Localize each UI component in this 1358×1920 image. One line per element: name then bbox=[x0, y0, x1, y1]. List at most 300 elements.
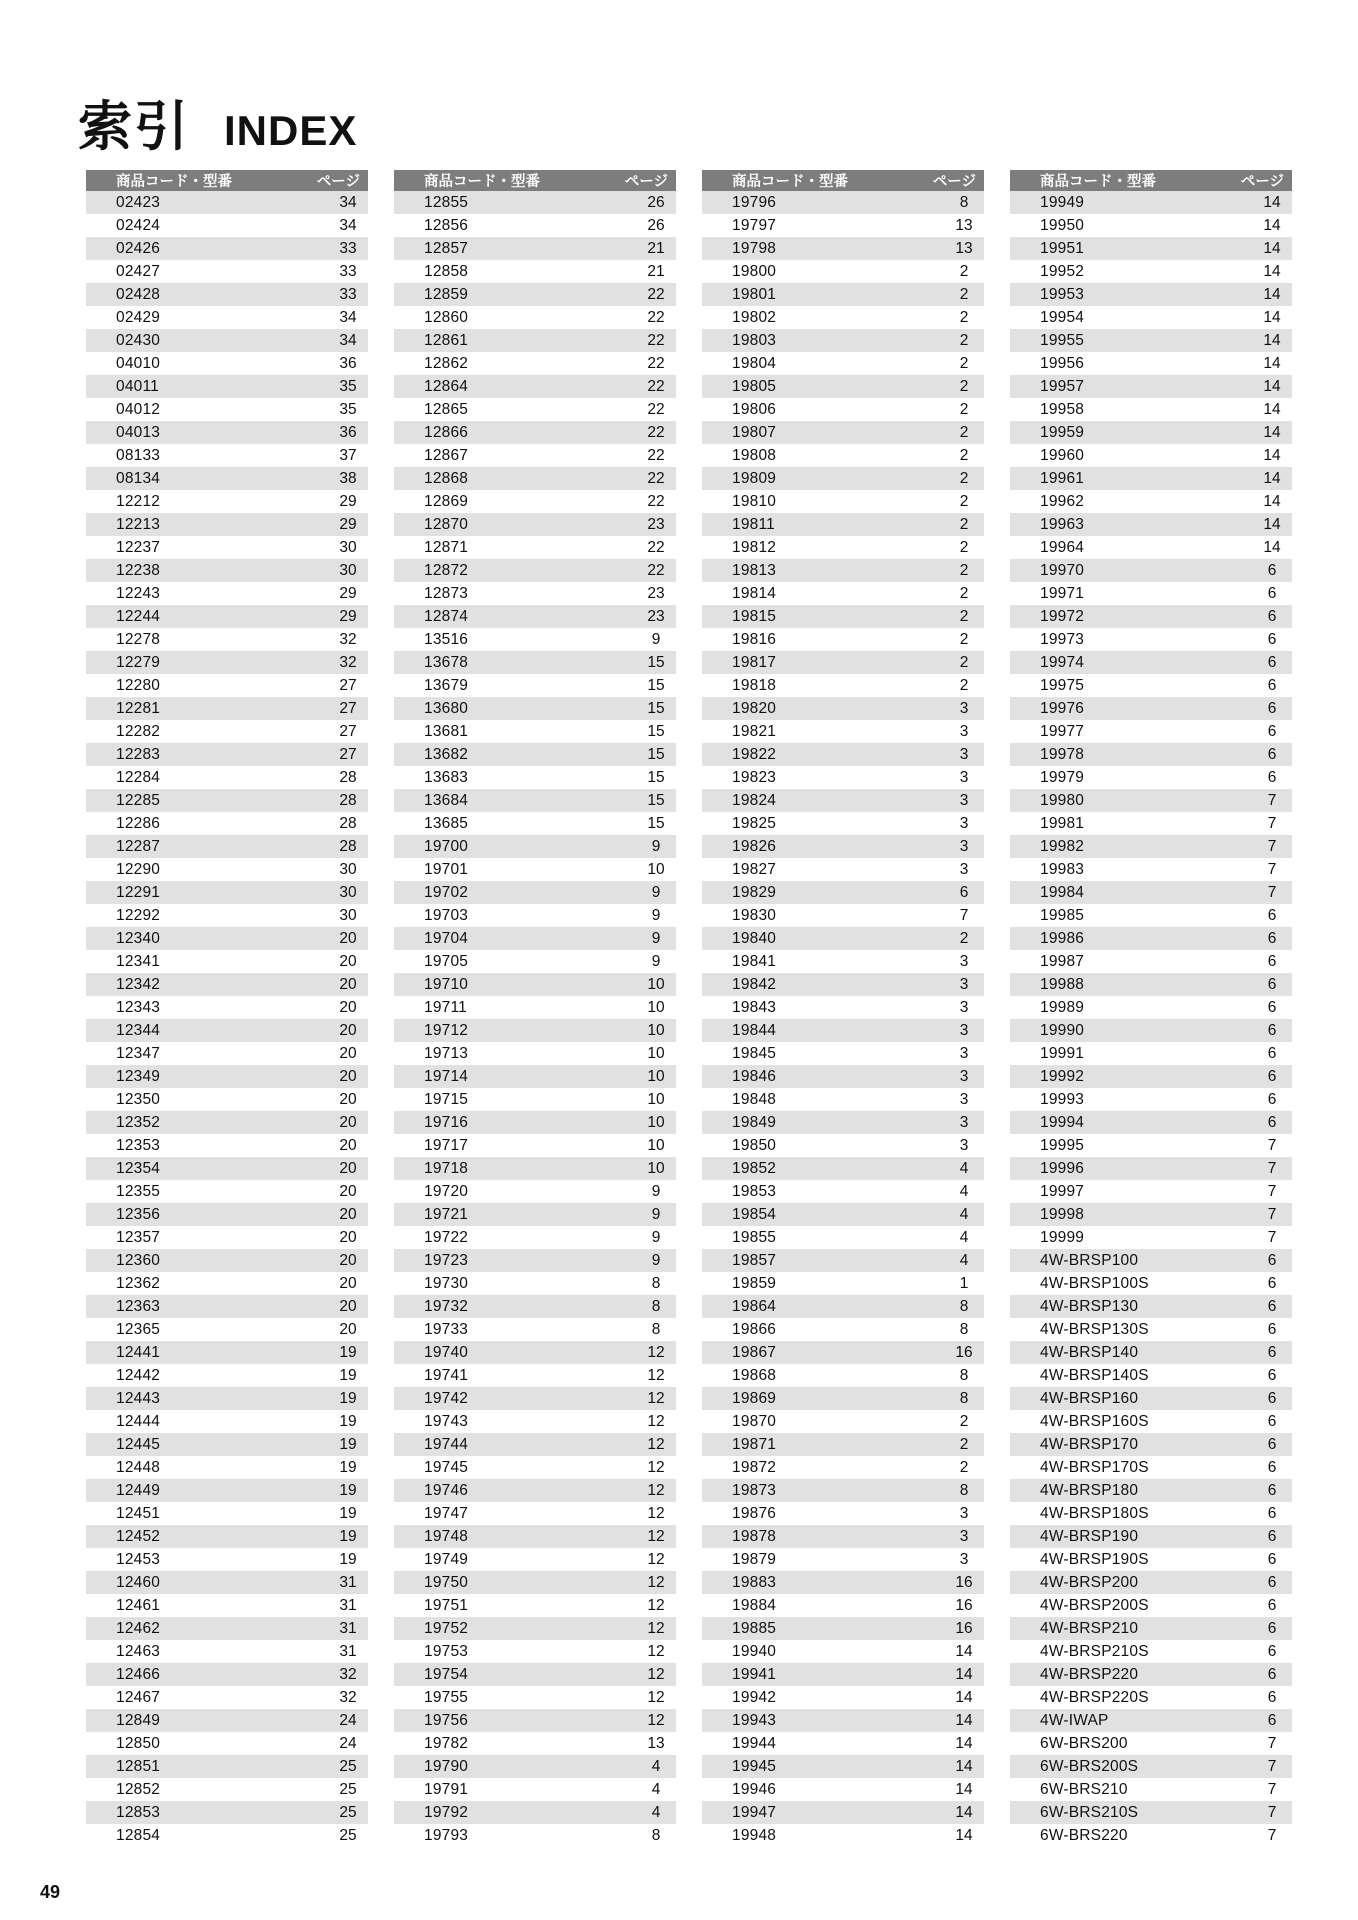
page-reference: 8 bbox=[959, 1366, 969, 1384]
page-reference: 2 bbox=[959, 653, 969, 671]
product-code: 19808 bbox=[732, 446, 777, 464]
table-row bbox=[702, 191, 984, 214]
table-row bbox=[1010, 329, 1292, 352]
product-code: 12460 bbox=[116, 1573, 161, 1591]
table-row bbox=[394, 1640, 676, 1663]
table-row bbox=[394, 1364, 676, 1387]
table-row bbox=[86, 950, 368, 973]
page-reference: 30 bbox=[339, 883, 357, 901]
table-row bbox=[702, 996, 984, 1019]
product-code: 12279 bbox=[116, 653, 161, 671]
table-row bbox=[702, 789, 984, 812]
product-code: 12453 bbox=[116, 1550, 161, 1568]
page-reference: 2 bbox=[959, 285, 969, 303]
product-code: 19857 bbox=[732, 1251, 777, 1269]
table-row bbox=[394, 1525, 676, 1548]
table-row bbox=[1010, 1778, 1292, 1801]
table-row bbox=[86, 1686, 368, 1709]
page-reference: 33 bbox=[339, 285, 357, 303]
page-reference: 2 bbox=[959, 607, 969, 625]
page-reference: 27 bbox=[339, 722, 357, 740]
page-reference: 12 bbox=[647, 1412, 665, 1430]
page-reference: 20 bbox=[339, 1205, 357, 1223]
product-code: 19884 bbox=[732, 1596, 777, 1614]
table-row bbox=[394, 950, 676, 973]
table-row bbox=[86, 1111, 368, 1134]
product-code: 12873 bbox=[424, 584, 469, 602]
product-code: 19797 bbox=[732, 216, 777, 234]
table-row bbox=[86, 329, 368, 352]
page-reference: 14 bbox=[955, 1803, 973, 1821]
table-row bbox=[702, 306, 984, 329]
product-code: 12445 bbox=[116, 1435, 161, 1453]
table-row bbox=[702, 1042, 984, 1065]
page-reference: 12 bbox=[647, 1711, 665, 1729]
page-reference: 31 bbox=[339, 1619, 357, 1637]
page-reference: 21 bbox=[647, 239, 665, 257]
table-row bbox=[702, 720, 984, 743]
table-row bbox=[86, 1617, 368, 1640]
table-row bbox=[86, 191, 368, 214]
product-code: 19801 bbox=[732, 285, 777, 303]
page-reference: 28 bbox=[339, 837, 357, 855]
table-row bbox=[1010, 1111, 1292, 1134]
table-row bbox=[702, 858, 984, 881]
table-row bbox=[702, 467, 984, 490]
page-reference: 12 bbox=[647, 1573, 665, 1591]
page-reference: 31 bbox=[339, 1573, 357, 1591]
product-code: 12350 bbox=[116, 1090, 161, 1108]
product-code: 19718 bbox=[424, 1159, 469, 1177]
table-row bbox=[394, 191, 676, 214]
page-reference: 15 bbox=[647, 676, 665, 694]
page-reference: 2 bbox=[959, 331, 969, 349]
page-reference: 6 bbox=[1267, 1412, 1277, 1430]
page-reference: 22 bbox=[647, 538, 665, 556]
table-row bbox=[702, 1433, 984, 1456]
page-reference: 8 bbox=[959, 1389, 969, 1407]
table-row bbox=[394, 904, 676, 927]
product-code: 4W-BRSP170S bbox=[1040, 1458, 1149, 1476]
product-code: 19955 bbox=[1040, 331, 1085, 349]
title-japanese: 索引 bbox=[78, 95, 190, 158]
product-code: 4W-BRSP210S bbox=[1040, 1642, 1149, 1660]
table-row bbox=[702, 1387, 984, 1410]
page-reference: 14 bbox=[1263, 331, 1281, 349]
product-code: 19993 bbox=[1040, 1090, 1085, 1108]
table-row bbox=[86, 1525, 368, 1548]
product-code: 4W-BRSP210 bbox=[1040, 1619, 1139, 1637]
page-reference: 12 bbox=[647, 1366, 665, 1384]
table-row bbox=[86, 237, 368, 260]
table-row bbox=[86, 375, 368, 398]
table-row bbox=[394, 674, 676, 697]
product-code: 19700 bbox=[424, 837, 469, 855]
page-reference: 7 bbox=[1267, 1780, 1277, 1798]
table-row bbox=[702, 214, 984, 237]
table-row bbox=[1010, 996, 1292, 1019]
page-reference: 12 bbox=[647, 1688, 665, 1706]
product-code: 19854 bbox=[732, 1205, 777, 1223]
table-row bbox=[702, 674, 984, 697]
product-code: 12441 bbox=[116, 1343, 161, 1361]
page-reference: 10 bbox=[647, 975, 665, 993]
page-reference: 20 bbox=[339, 1274, 357, 1292]
page-reference: 6 bbox=[1267, 1481, 1277, 1499]
page-reference: 20 bbox=[339, 1320, 357, 1338]
page-reference: 7 bbox=[959, 906, 969, 924]
table-row bbox=[1010, 1456, 1292, 1479]
page-reference: 3 bbox=[959, 1090, 969, 1108]
product-code: 19879 bbox=[732, 1550, 777, 1568]
product-code: 19840 bbox=[732, 929, 777, 947]
table-row bbox=[702, 237, 984, 260]
table-row bbox=[1010, 1525, 1292, 1548]
product-code: 12280 bbox=[116, 676, 161, 694]
page-reference: 19 bbox=[339, 1435, 357, 1453]
page-reference: 6 bbox=[1267, 630, 1277, 648]
page-reference: 27 bbox=[339, 745, 357, 763]
page-reference: 2 bbox=[959, 308, 969, 326]
page-reference: 6 bbox=[1267, 745, 1277, 763]
table-row bbox=[86, 582, 368, 605]
page-reference: 3 bbox=[959, 1044, 969, 1062]
page-reference: 13 bbox=[955, 216, 973, 234]
product-code: 02429 bbox=[116, 308, 161, 326]
table-row bbox=[702, 950, 984, 973]
table-row bbox=[1010, 352, 1292, 375]
page-reference: 6 bbox=[1267, 1320, 1277, 1338]
table-row bbox=[1010, 789, 1292, 812]
page-reference: 9 bbox=[651, 906, 661, 924]
product-code: 12362 bbox=[116, 1274, 161, 1292]
table-row bbox=[702, 766, 984, 789]
product-code: 12365 bbox=[116, 1320, 161, 1338]
table-row bbox=[394, 1410, 676, 1433]
page-reference: 3 bbox=[959, 745, 969, 763]
product-code: 12238 bbox=[116, 561, 161, 579]
product-code: 12347 bbox=[116, 1044, 161, 1062]
table-row bbox=[394, 559, 676, 582]
product-code: 19883 bbox=[732, 1573, 777, 1591]
page-reference: 22 bbox=[647, 285, 665, 303]
product-code: 19976 bbox=[1040, 699, 1085, 717]
product-code: 19816 bbox=[732, 630, 777, 648]
product-code: 19846 bbox=[732, 1067, 777, 1085]
product-code: 19972 bbox=[1040, 607, 1085, 625]
table-row bbox=[1010, 1617, 1292, 1640]
header-page-label: ページ bbox=[316, 174, 360, 190]
page-reference: 2 bbox=[959, 423, 969, 441]
product-code: 13516 bbox=[424, 630, 469, 648]
product-code: 12859 bbox=[424, 285, 469, 303]
table-row bbox=[86, 812, 368, 835]
table-row bbox=[86, 720, 368, 743]
product-code: 19841 bbox=[732, 952, 777, 970]
table-row bbox=[1010, 306, 1292, 329]
page-reference: 20 bbox=[339, 1159, 357, 1177]
product-code: 19872 bbox=[732, 1458, 777, 1476]
table-row bbox=[394, 1295, 676, 1318]
product-code: 12869 bbox=[424, 492, 469, 510]
page-reference: 6 bbox=[1267, 1297, 1277, 1315]
product-code: 19817 bbox=[732, 653, 777, 671]
page-reference: 10 bbox=[647, 1136, 665, 1154]
page-reference: 6 bbox=[1267, 1458, 1277, 1476]
product-code: 19982 bbox=[1040, 837, 1085, 855]
page-reference: 12 bbox=[647, 1550, 665, 1568]
table-row bbox=[86, 1157, 368, 1180]
product-code: 12285 bbox=[116, 791, 161, 809]
page-reference: 7 bbox=[1267, 1205, 1277, 1223]
table-row bbox=[702, 490, 984, 513]
table-row bbox=[1010, 950, 1292, 973]
page-reference: 6 bbox=[1267, 1274, 1277, 1292]
page-reference: 2 bbox=[959, 469, 969, 487]
table-row bbox=[702, 1456, 984, 1479]
page-reference: 16 bbox=[955, 1573, 973, 1591]
page-reference: 3 bbox=[959, 952, 969, 970]
page-reference: 14 bbox=[1263, 492, 1281, 510]
page-reference: 8 bbox=[651, 1274, 661, 1292]
page-reference: 6 bbox=[1267, 1366, 1277, 1384]
table-row bbox=[394, 490, 676, 513]
page-reference: 3 bbox=[959, 1136, 969, 1154]
page-reference: 15 bbox=[647, 768, 665, 786]
product-code: 19792 bbox=[424, 1803, 469, 1821]
page-reference: 6 bbox=[1267, 1550, 1277, 1568]
header-code-label: 商品コード・型番 bbox=[732, 174, 848, 190]
table-row bbox=[86, 1456, 368, 1479]
page-reference: 36 bbox=[339, 354, 357, 372]
product-code: 19992 bbox=[1040, 1067, 1085, 1085]
product-code: 12463 bbox=[116, 1642, 161, 1660]
table-row bbox=[394, 743, 676, 766]
table-row bbox=[86, 1088, 368, 1111]
page-reference: 19 bbox=[339, 1458, 357, 1476]
table-row bbox=[702, 1249, 984, 1272]
table-row bbox=[702, 1410, 984, 1433]
page-reference: 6 bbox=[1267, 561, 1277, 579]
product-code: 12854 bbox=[116, 1826, 161, 1844]
table-row bbox=[86, 743, 368, 766]
product-code: 19732 bbox=[424, 1297, 469, 1315]
product-code: 19720 bbox=[424, 1182, 469, 1200]
product-code: 19868 bbox=[732, 1366, 777, 1384]
page-reference: 29 bbox=[339, 515, 357, 533]
table-row bbox=[86, 1801, 368, 1824]
product-code: 02426 bbox=[116, 239, 161, 257]
table-row bbox=[702, 1088, 984, 1111]
table-row bbox=[86, 513, 368, 536]
product-code: 12868 bbox=[424, 469, 469, 487]
product-code: 19974 bbox=[1040, 653, 1085, 671]
table-row bbox=[394, 1180, 676, 1203]
table-row bbox=[702, 1226, 984, 1249]
table-row bbox=[702, 651, 984, 674]
product-code: 12342 bbox=[116, 975, 161, 993]
product-code: 19717 bbox=[424, 1136, 469, 1154]
product-code: 19980 bbox=[1040, 791, 1085, 809]
page-reference: 10 bbox=[647, 1090, 665, 1108]
table-row bbox=[1010, 1686, 1292, 1709]
table-row bbox=[394, 720, 676, 743]
page-reference: 7 bbox=[1267, 1159, 1277, 1177]
table-row bbox=[86, 628, 368, 651]
product-code: 12874 bbox=[424, 607, 469, 625]
table-row bbox=[1010, 1249, 1292, 1272]
page-reference: 10 bbox=[647, 998, 665, 1016]
table-row bbox=[702, 283, 984, 306]
page-reference: 20 bbox=[339, 1182, 357, 1200]
product-code: 12852 bbox=[116, 1780, 161, 1798]
page-reference: 27 bbox=[339, 676, 357, 694]
page-reference: 7 bbox=[1267, 837, 1277, 855]
table-row bbox=[394, 1111, 676, 1134]
table-row bbox=[86, 674, 368, 697]
table-row bbox=[86, 1318, 368, 1341]
page-title bbox=[78, 84, 358, 158]
table-row bbox=[86, 559, 368, 582]
page-reference: 14 bbox=[955, 1642, 973, 1660]
table-row bbox=[394, 1134, 676, 1157]
table-row bbox=[86, 1824, 368, 1847]
product-code: 19818 bbox=[732, 676, 777, 694]
page-reference: 23 bbox=[647, 607, 665, 625]
page-reference: 20 bbox=[339, 952, 357, 970]
page-reference: 7 bbox=[1267, 814, 1277, 832]
product-code: 12858 bbox=[424, 262, 469, 280]
product-code: 19855 bbox=[732, 1228, 777, 1246]
table-row bbox=[702, 1709, 984, 1732]
header-page-label: ページ bbox=[932, 174, 976, 190]
index-rows bbox=[86, 191, 368, 1847]
header-page-label: ページ bbox=[624, 174, 668, 190]
index-rows bbox=[394, 191, 676, 1847]
page-reference: 3 bbox=[959, 860, 969, 878]
page-reference: 3 bbox=[959, 1021, 969, 1039]
page-reference: 14 bbox=[1263, 262, 1281, 280]
table-row bbox=[702, 1180, 984, 1203]
product-code: 4W-BRSP220 bbox=[1040, 1665, 1139, 1683]
page-reference: 9 bbox=[651, 1182, 661, 1200]
table-row bbox=[702, 973, 984, 996]
product-code: 12870 bbox=[424, 515, 469, 533]
product-code: 19753 bbox=[424, 1642, 469, 1660]
page-reference: 2 bbox=[959, 354, 969, 372]
table-row bbox=[394, 1663, 676, 1686]
product-code: 19714 bbox=[424, 1067, 469, 1085]
page-reference: 22 bbox=[647, 331, 665, 349]
page-reference: 6 bbox=[1267, 1665, 1277, 1683]
table-row bbox=[702, 904, 984, 927]
page-number: 49 bbox=[40, 1882, 61, 1902]
product-code: 19741 bbox=[424, 1366, 469, 1384]
table-row bbox=[702, 375, 984, 398]
page-reference: 19 bbox=[339, 1366, 357, 1384]
table-row bbox=[394, 1824, 676, 1847]
table-row bbox=[1010, 1019, 1292, 1042]
product-code: 19957 bbox=[1040, 377, 1085, 395]
table-row bbox=[702, 1318, 984, 1341]
table-row bbox=[86, 1640, 368, 1663]
product-code: 19942 bbox=[732, 1688, 777, 1706]
product-code: 12452 bbox=[116, 1527, 161, 1545]
page-reference: 3 bbox=[959, 1504, 969, 1522]
product-code: 19845 bbox=[732, 1044, 777, 1062]
page-reference: 23 bbox=[647, 584, 665, 602]
page-reference: 9 bbox=[651, 1205, 661, 1223]
column-header bbox=[394, 170, 676, 191]
page-reference: 12 bbox=[647, 1596, 665, 1614]
table-row bbox=[1010, 674, 1292, 697]
product-code: 12291 bbox=[116, 883, 161, 901]
product-code: 19985 bbox=[1040, 906, 1085, 924]
table-row bbox=[394, 605, 676, 628]
product-code: 19977 bbox=[1040, 722, 1085, 740]
page-reference: 12 bbox=[647, 1343, 665, 1361]
table-row bbox=[394, 1042, 676, 1065]
product-code: 19979 bbox=[1040, 768, 1085, 786]
product-code: 12243 bbox=[116, 584, 161, 602]
table-row bbox=[86, 1548, 368, 1571]
header-page-label: ページ bbox=[1240, 174, 1284, 190]
product-code: 19870 bbox=[732, 1412, 777, 1430]
table-row bbox=[394, 582, 676, 605]
page-reference: 6 bbox=[1267, 1688, 1277, 1706]
table-row bbox=[394, 1571, 676, 1594]
product-code: 02424 bbox=[116, 216, 161, 234]
product-code: 19964 bbox=[1040, 538, 1085, 556]
table-row bbox=[1010, 1157, 1292, 1180]
table-row bbox=[702, 605, 984, 628]
page-reference: 7 bbox=[1267, 1803, 1277, 1821]
table-row bbox=[86, 1778, 368, 1801]
table-row bbox=[86, 697, 368, 720]
table-row bbox=[1010, 1410, 1292, 1433]
page-reference: 2 bbox=[959, 377, 969, 395]
page-reference: 6 bbox=[1267, 676, 1277, 694]
table-row bbox=[1010, 927, 1292, 950]
product-code: 19711 bbox=[424, 998, 467, 1016]
product-code: 19745 bbox=[424, 1458, 469, 1476]
product-code: 19867 bbox=[732, 1343, 777, 1361]
page-reference: 14 bbox=[955, 1734, 973, 1752]
page-reference: 20 bbox=[339, 1228, 357, 1246]
page-reference: 6 bbox=[1267, 1067, 1277, 1085]
table-row bbox=[86, 214, 368, 237]
table-row bbox=[702, 1732, 984, 1755]
page-reference: 34 bbox=[339, 216, 357, 234]
product-code: 19958 bbox=[1040, 400, 1085, 418]
table-row bbox=[394, 375, 676, 398]
table-row bbox=[1010, 559, 1292, 582]
product-code: 4W-BRSP180S bbox=[1040, 1504, 1149, 1522]
product-code: 6W-BRS210S bbox=[1040, 1803, 1139, 1821]
product-code: 19744 bbox=[424, 1435, 469, 1453]
table-row bbox=[702, 536, 984, 559]
product-code: 19782 bbox=[424, 1734, 469, 1752]
table-row bbox=[1010, 1594, 1292, 1617]
table-row bbox=[86, 1249, 368, 1272]
product-code: 12853 bbox=[116, 1803, 161, 1821]
page-reference: 37 bbox=[339, 446, 357, 464]
page-reference: 14 bbox=[1263, 515, 1281, 533]
page-reference: 7 bbox=[1267, 860, 1277, 878]
product-code: 19961 bbox=[1040, 469, 1085, 487]
header-code-label: 商品コード・型番 bbox=[116, 174, 232, 190]
table-row bbox=[1010, 237, 1292, 260]
